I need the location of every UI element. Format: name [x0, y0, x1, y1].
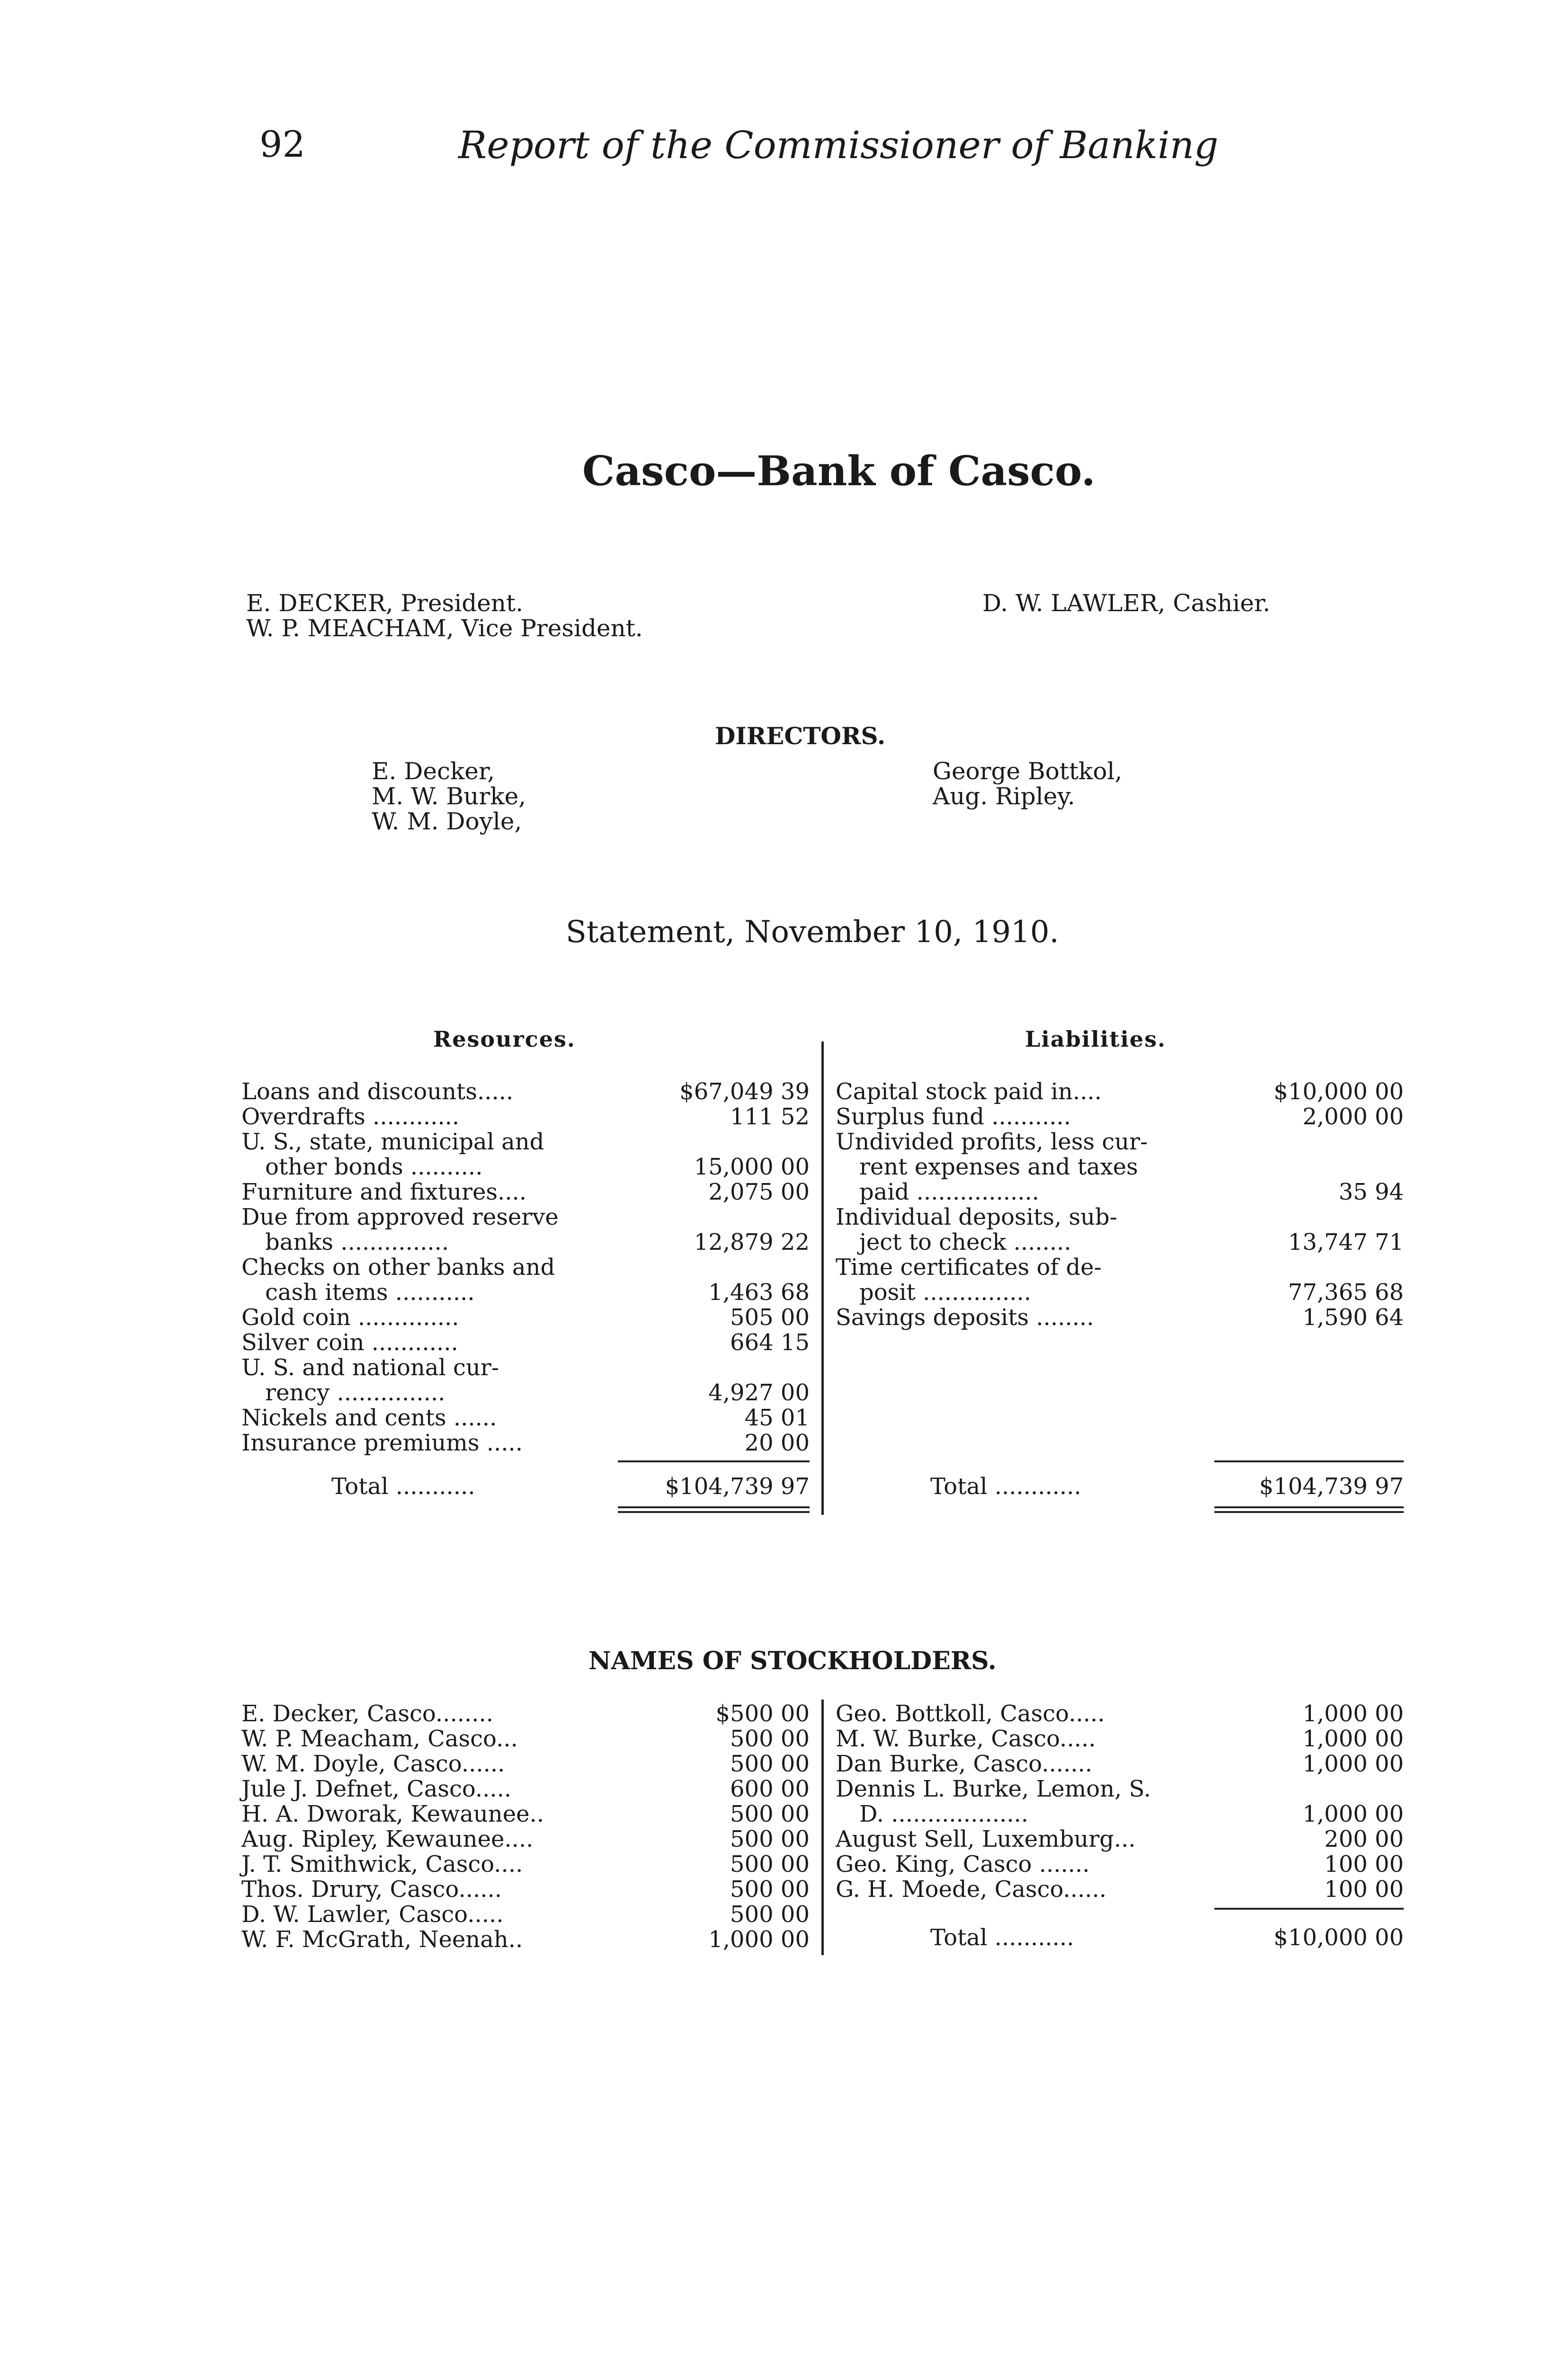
stockholder-amount: 500 00 [730, 1851, 810, 1878]
stockholder-row [836, 1726, 1404, 1750]
stockholder-name: Thos. Drury, Casco...... [241, 1876, 502, 1903]
liabilities-total-rule [1214, 1460, 1404, 1462]
liabilities-double-rule [1214, 1506, 1404, 1513]
resource-row [241, 1329, 810, 1354]
stockholder-amount: 500 00 [730, 1726, 810, 1752]
stockholder-name: W. M. Doyle, Casco...... [241, 1751, 505, 1777]
stockholder-row [241, 1700, 810, 1725]
liabilities-total-row [930, 1473, 1404, 1498]
stockholder-row [241, 1726, 810, 1750]
resource-label: banks ............... [265, 1229, 449, 1255]
resource-row [241, 1103, 810, 1128]
resource-label: Silver coin ............ [241, 1329, 458, 1356]
stockholder-name: Dan Burke, Casco....... [836, 1751, 1093, 1777]
page-number: 92 [259, 123, 305, 165]
liability-row [836, 1103, 1404, 1128]
liability-row [836, 1204, 1404, 1228]
resources-total-rule [618, 1460, 810, 1462]
liability-amount: 35 94 [1338, 1179, 1404, 1205]
resource-amount: 45 01 [744, 1405, 810, 1431]
stockholder-name: Dennis L. Burke, Lemon, S. [836, 1776, 1151, 1802]
resource-amount: 15,000 00 [694, 1154, 810, 1180]
stockholder-name: D. W. Lawler, Casco..... [241, 1901, 504, 1928]
resource-label: cash items ........... [265, 1279, 475, 1306]
stockholders-total-amount: $10,000 00 [1274, 1924, 1404, 1951]
resources-total-amount: $104,739 97 [665, 1473, 810, 1500]
stockholder-row [836, 1876, 1404, 1901]
stockholder-row [836, 1751, 1404, 1775]
resource-label: Overdrafts ............ [241, 1103, 460, 1130]
resource-label: U. S. and national cur- [241, 1354, 499, 1381]
liability-row [836, 1129, 1404, 1153]
liability-label: Savings deposits ........ [836, 1304, 1094, 1331]
stockholders-total-row [930, 1924, 1404, 1949]
liability-row [836, 1078, 1404, 1103]
liability-row [836, 1229, 1404, 1254]
liability-label: ject to check ........ [859, 1229, 1071, 1255]
stockholder-name: J. T. Smithwick, Casco.... [241, 1851, 523, 1878]
resource-label: Loans and discounts..... [241, 1078, 514, 1105]
resource-label: Gold coin .............. [241, 1304, 459, 1331]
running-title: Report of the Commissioner of Banking [458, 123, 1219, 167]
resource-row [241, 1379, 810, 1404]
liability-amount: 2,000 00 [1302, 1103, 1404, 1130]
resources-total-row [331, 1473, 810, 1498]
stockholder-amount: 100 00 [1324, 1851, 1404, 1878]
resource-row [241, 1204, 810, 1228]
liability-label: paid ................. [859, 1179, 1040, 1205]
stockholder-row [241, 1801, 810, 1825]
liability-label: Capital stock paid in.... [836, 1078, 1102, 1105]
stockholder-name: Geo. Bottkoll, Casco..... [836, 1700, 1105, 1727]
liability-amount: $10,000 00 [1274, 1078, 1404, 1105]
stockholder-name: W. P. Meacham, Casco... [241, 1726, 518, 1752]
stockholder-amount: $500 00 [715, 1700, 810, 1727]
resource-label: Furniture and fixtures.... [241, 1179, 527, 1205]
stockholder-row [836, 1801, 1404, 1825]
liability-label: rent expenses and taxes [859, 1154, 1138, 1180]
resource-row [241, 1078, 810, 1103]
liability-label: Undivided profits, less cur- [836, 1129, 1148, 1155]
stockholder-name: Aug. Ripley, Kewaunee.... [241, 1826, 534, 1852]
stockholder-amount: 1,000 00 [1302, 1801, 1404, 1827]
liabilities-heading: Liabilities. [1025, 1026, 1167, 1052]
resource-amount: 2,075 00 [708, 1179, 810, 1205]
resource-row [241, 1354, 810, 1379]
stockholder-amount: 1,000 00 [1302, 1751, 1404, 1777]
stockholder-name: H. A. Dworak, Kewaunee.. [241, 1801, 544, 1827]
resource-row [241, 1154, 810, 1178]
stockholder-amount: 600 00 [730, 1776, 810, 1802]
liability-row [836, 1304, 1404, 1329]
stockholder-name: E. Decker, Casco........ [241, 1700, 493, 1727]
officer-cashier: D. W. LAWLER, Cashier. [982, 589, 1271, 617]
directors-heading: DIRECTORS. [715, 722, 886, 750]
stockholder-row [241, 1826, 810, 1851]
stockholder-name: August Sell, Luxemburg... [836, 1826, 1136, 1852]
stockholder-name: W. F. McGrath, Neenah.. [241, 1926, 523, 1953]
stockholder-name: Jule J. Defnet, Casco..... [241, 1776, 512, 1802]
resources-total-label: Total ........... [331, 1473, 475, 1500]
stockholder-name: M. W. Burke, Casco..... [836, 1726, 1096, 1752]
stockholder-name: Geo. King, Casco ....... [836, 1851, 1090, 1878]
liabilities-total-label: Total ............ [930, 1473, 1081, 1500]
officer-president: E. DECKER, President. [246, 589, 523, 617]
director-right-2: Aug. Ripley. [933, 783, 1075, 810]
bank-title: Casco—Bank of Casco. [582, 447, 1096, 495]
stockholder-name: D. ................... [859, 1801, 1029, 1827]
liability-label: Time certificates of de- [836, 1254, 1102, 1281]
resource-row [241, 1179, 810, 1203]
liability-row [836, 1254, 1404, 1279]
resource-amount: 4,927 00 [708, 1379, 810, 1406]
liabilities-total-amount: $104,739 97 [1259, 1473, 1404, 1500]
liability-row [836, 1279, 1404, 1304]
resource-row [241, 1254, 810, 1279]
stockholder-amount: 200 00 [1324, 1826, 1404, 1852]
liability-label: posit ............... [859, 1279, 1032, 1306]
stockholder-amount: 1,000 00 [1302, 1726, 1404, 1752]
stockholder-amount: 500 00 [730, 1751, 810, 1777]
resource-amount: 111 52 [730, 1103, 810, 1130]
resource-label: U. S., state, municipal and [241, 1129, 544, 1155]
resource-amount: $67,049 39 [679, 1078, 810, 1105]
resource-amount: 20 00 [744, 1430, 810, 1456]
resource-row [241, 1229, 810, 1254]
liability-amount: 77,365 68 [1288, 1279, 1404, 1306]
resource-amount: 12,879 22 [694, 1229, 810, 1255]
resource-row [241, 1279, 810, 1304]
stockholder-row [836, 1826, 1404, 1851]
director-left-3: W. M. Doyle, [372, 808, 522, 835]
resource-amount: 664 15 [730, 1329, 810, 1356]
resource-label: other bonds .......... [265, 1154, 483, 1180]
stockholder-row [241, 1851, 810, 1876]
stockholder-amount: 1,000 00 [708, 1926, 810, 1953]
liability-amount: 1,590 64 [1302, 1304, 1404, 1331]
resource-label: Due from approved reserve [241, 1204, 559, 1230]
stockholder-row [241, 1876, 810, 1901]
resource-row [241, 1129, 810, 1153]
stockholder-amount: 500 00 [730, 1826, 810, 1852]
stockholder-amount: 500 00 [730, 1876, 810, 1903]
resource-amount: 505 00 [730, 1304, 810, 1331]
director-left-2: M. W. Burke, [372, 783, 526, 810]
stockholders-heading: NAMES OF STOCKHOLDERS. [588, 1646, 997, 1675]
stockholder-row [836, 1776, 1404, 1800]
stockholder-amount: 500 00 [730, 1801, 810, 1827]
stockholders-total-rule [1214, 1908, 1404, 1910]
director-left-1: E. Decker, [372, 757, 495, 785]
stockholder-row [241, 1751, 810, 1775]
resource-row [241, 1430, 810, 1454]
liability-row [836, 1179, 1404, 1203]
column-divider [821, 1041, 824, 1515]
stockholders-divider [821, 1700, 824, 1955]
stockholder-row [241, 1901, 810, 1926]
liability-amount: 13,747 71 [1288, 1229, 1404, 1255]
resource-label: Checks on other banks and [241, 1254, 555, 1281]
stockholder-amount: 1,000 00 [1302, 1700, 1404, 1727]
liability-row [836, 1154, 1404, 1178]
resources-heading: Resources. [433, 1026, 576, 1052]
officer-vice-president: W. P. MEACHAM, Vice President. [246, 614, 643, 642]
resource-row [241, 1405, 810, 1429]
resource-label: Nickels and cents ...... [241, 1405, 497, 1431]
resource-label: rency ............... [265, 1379, 445, 1406]
stockholder-name: G. H. Moede, Casco...... [836, 1876, 1107, 1903]
stockholder-row [836, 1851, 1404, 1876]
liability-label: Surplus fund ........... [836, 1103, 1071, 1130]
director-right-1: George Bottkol, [933, 757, 1123, 785]
liability-label: Individual deposits, sub- [836, 1204, 1117, 1230]
resources-double-rule [618, 1506, 810, 1513]
resource-label: Insurance premiums ..... [241, 1430, 523, 1456]
stockholder-row [836, 1700, 1404, 1725]
stockholder-row [241, 1776, 810, 1800]
resource-row [241, 1304, 810, 1329]
resource-amount: 1,463 68 [708, 1279, 810, 1306]
stockholder-amount: 100 00 [1324, 1876, 1404, 1903]
statement-title: Statement, November 10, 1910. [566, 915, 1059, 950]
stockholders-total-label: Total ........... [930, 1924, 1074, 1951]
stockholder-row [241, 1926, 810, 1951]
stockholder-amount: 500 00 [730, 1901, 810, 1928]
